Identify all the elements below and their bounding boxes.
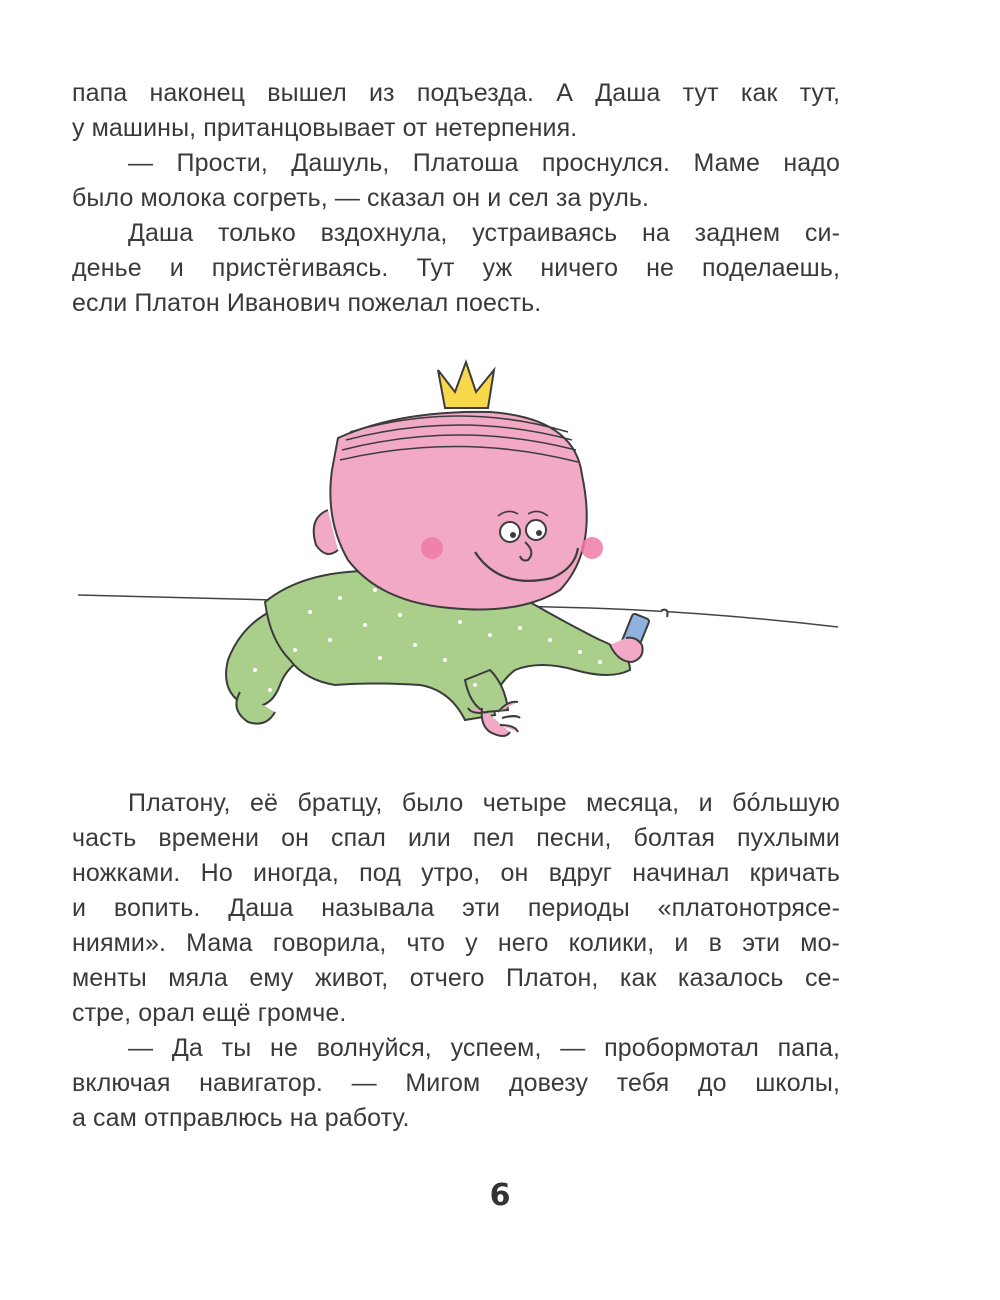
crown-icon — [438, 362, 494, 408]
text-line: стре, орал ещё громче. — [72, 999, 347, 1027]
baby-cheek — [421, 537, 443, 559]
text-line: а сам отправлюсь на работу. — [72, 1104, 410, 1132]
text-line: — Прости, Дашуль, Платоша проснулся. Маме надо — [128, 149, 840, 177]
text-line: у машины, пританцовывает от нетерпения. — [72, 114, 578, 142]
text-line: менты мяла ему живот, отчего Платон, как казалось се- — [72, 964, 840, 992]
text-block-bottom — [72, 786, 840, 1136]
text-line: денье и пристёгиваясь. Тут уж ничего не поделаешь, — [72, 254, 840, 282]
baby-cheek — [581, 537, 603, 559]
text-line: папа наконец вышел из подъезда. А Даша тут как тут, — [72, 79, 840, 107]
page-number: 6 — [489, 1178, 511, 1213]
text-line: ножками. Но иногда, под утро, он вдруг начинал кричать — [72, 859, 840, 887]
crawling-baby-illustration — [70, 340, 850, 760]
text-line: часть времени он спал или пел песни, болтая пухлыми — [72, 824, 840, 852]
text-line: ниями». Мама говорила, что у него колики, и в эти мо- — [72, 929, 840, 957]
text-line: Даша только вздохнула, устраиваясь на заднем си- — [128, 219, 840, 247]
text-line: было молока согреть, — сказал он и сел за руль. — [72, 184, 650, 212]
text-line: — Да ты не волнуйся, успеем, — пробормотал папа, — [128, 1034, 840, 1062]
text-block-top — [72, 76, 840, 321]
text-line: Платону, её братцу, было четыре месяца, и бóльшую — [128, 789, 840, 817]
text-line: если Платон Иванович пожелал поесть. — [72, 289, 542, 317]
text-line: включая навигатор. — Мигом довезу тебя до школы, — [72, 1069, 840, 1097]
text-line: и вопить. Даша называла эти периоды «платонотрясе- — [72, 894, 840, 922]
